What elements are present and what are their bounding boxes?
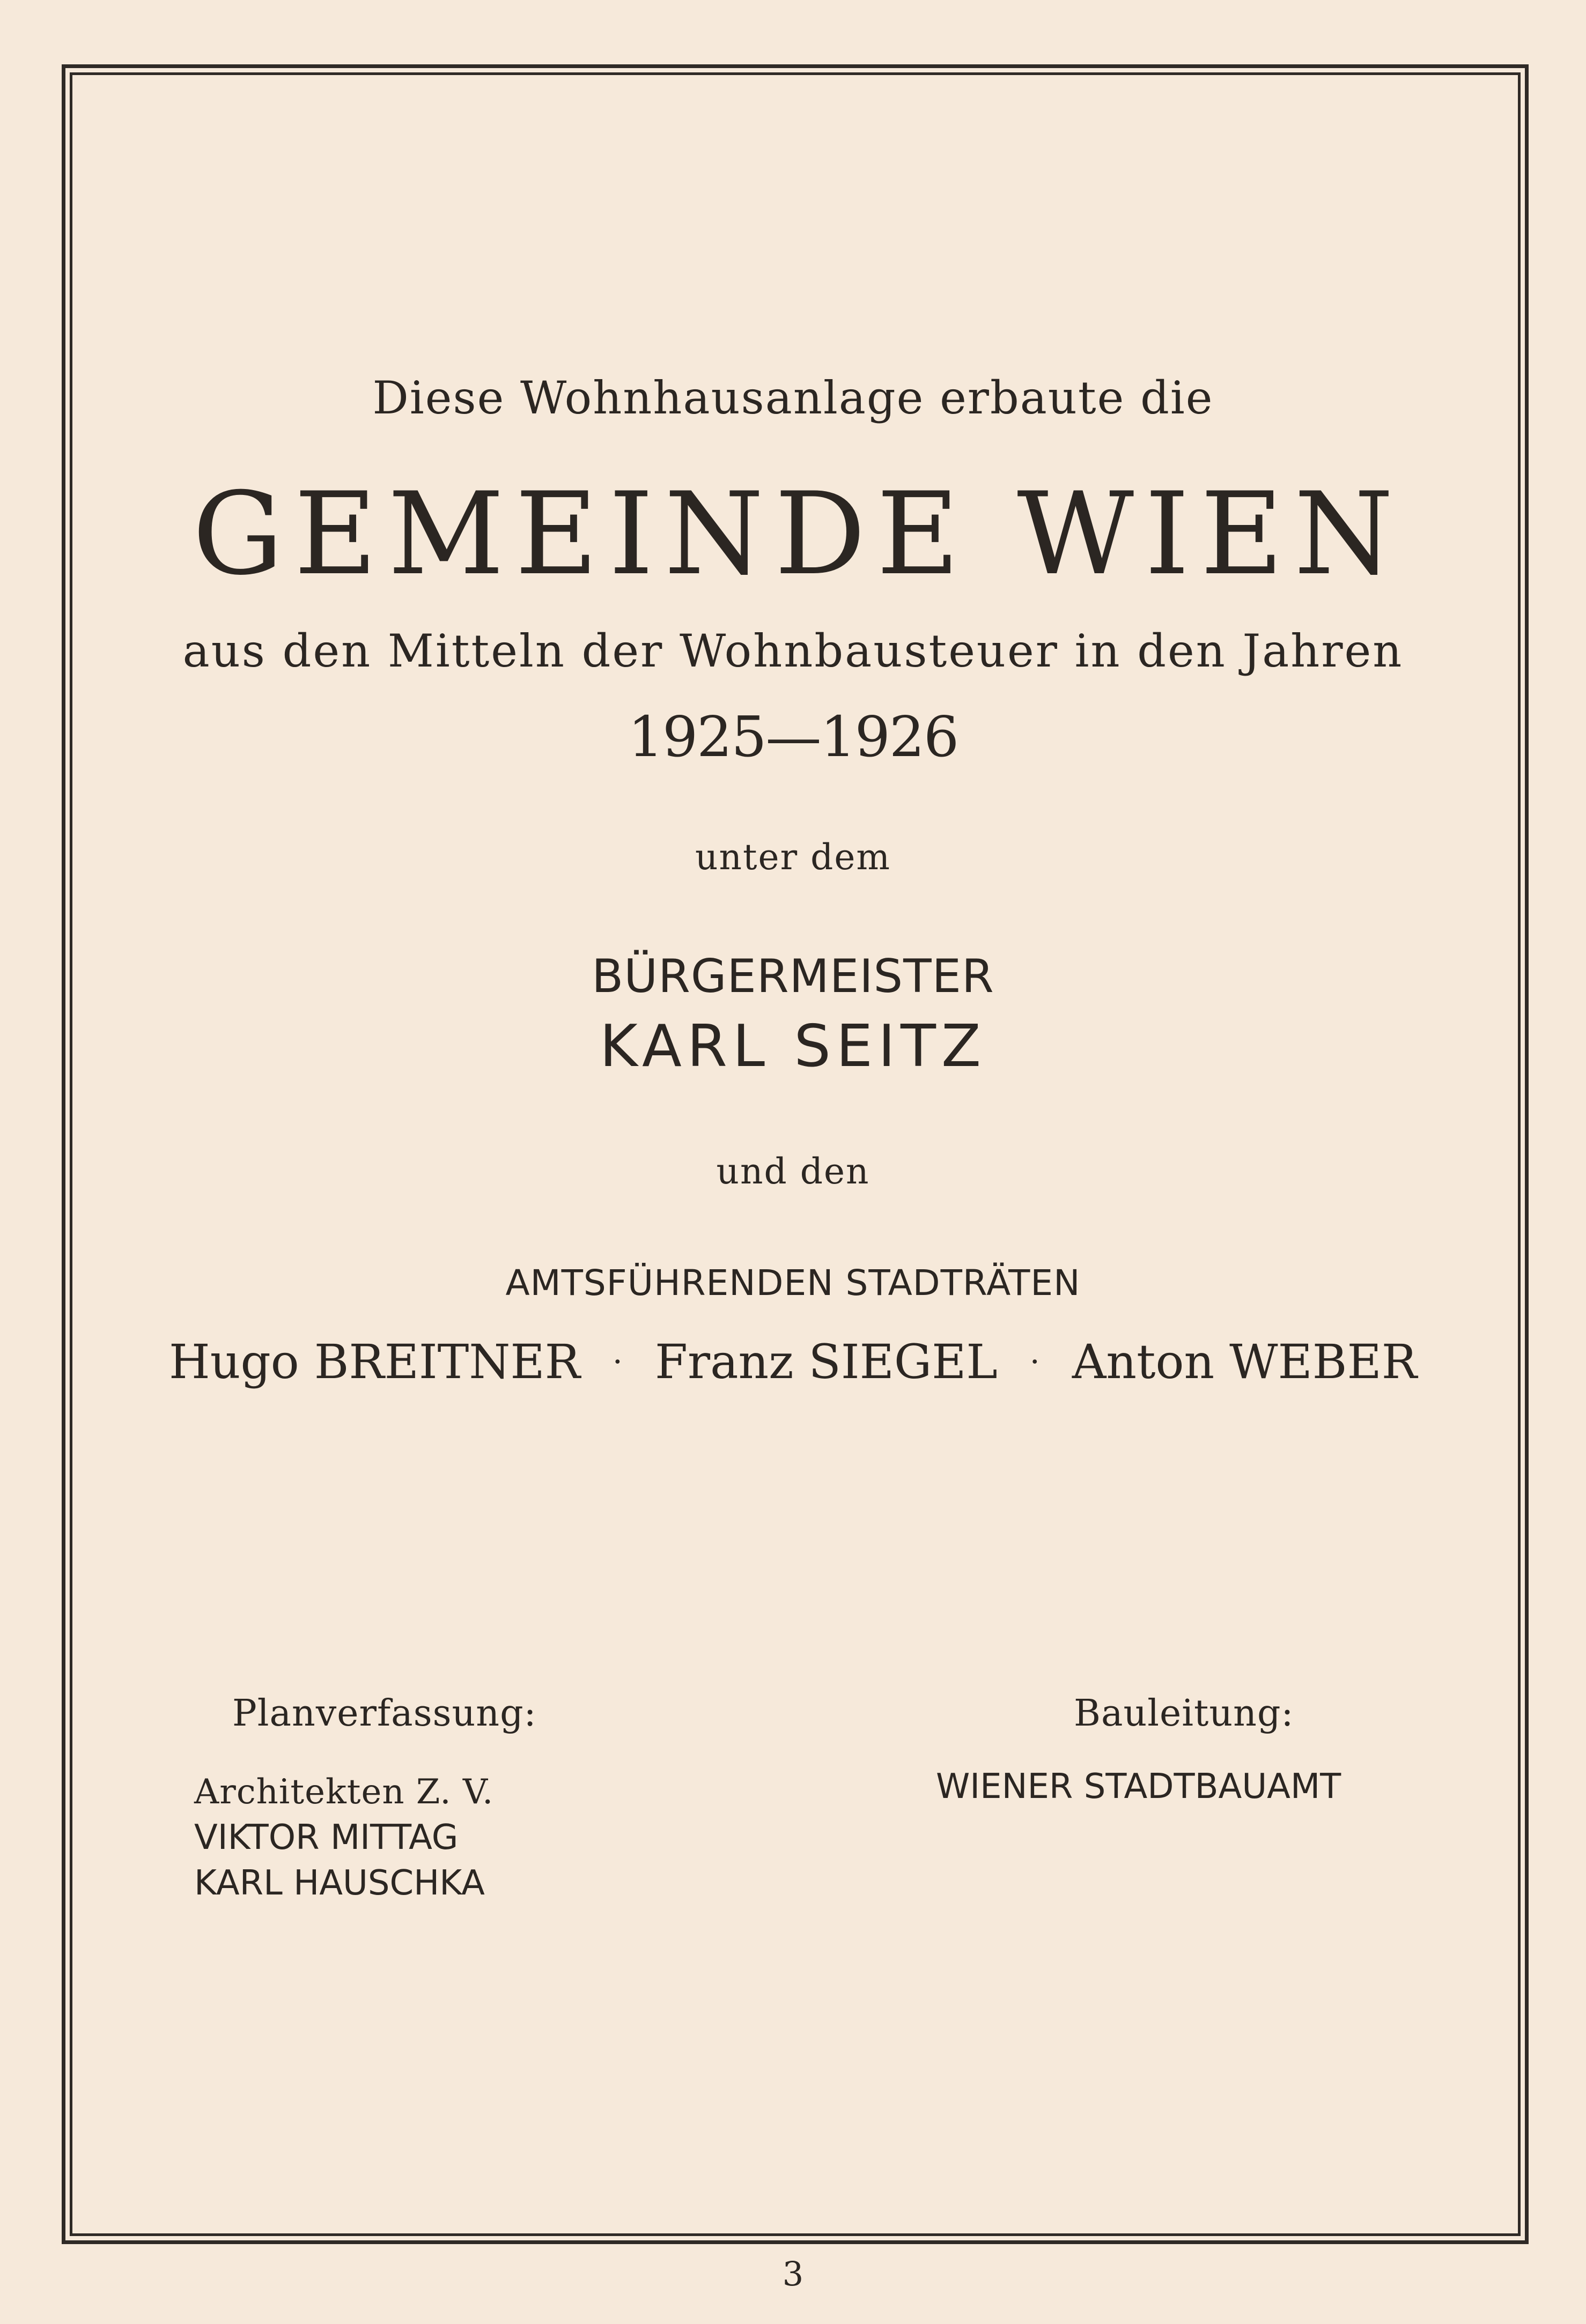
- planning-line: VIKTOR MITTAG: [194, 1818, 459, 1857]
- councillor-name: Hugo BREITNER: [169, 1334, 580, 1389]
- construction-heading: Bauleitung:: [1074, 1692, 1294, 1735]
- mayor-name: KARL SEITZ: [600, 1013, 986, 1080]
- councillor-names: [0, 1334, 1586, 1389]
- construction-credits: [936, 1767, 1341, 1807]
- funding-text: aus den Mitteln der Wohnbausteuer in den Jahren: [182, 625, 1404, 677]
- page-number: 3: [782, 2254, 804, 2293]
- intro-text: Diese Wohnhausanlage erbaute die: [372, 372, 1214, 424]
- councillor-name: Franz SIEGEL: [654, 1334, 998, 1389]
- planning-heading: Planverfassung:: [232, 1692, 537, 1735]
- main-title: GEMEINDE WIEN: [192, 468, 1405, 600]
- years-text: 1925—1926: [628, 704, 958, 769]
- planning-line: Architekten Z. V.: [194, 1772, 494, 1812]
- councillor-name: Anton WEBER: [1072, 1334, 1417, 1389]
- name-separator: ·: [612, 1343, 623, 1381]
- planning-line: KARL HAUSCHKA: [194, 1863, 485, 1903]
- construction-line: WIENER STADTBAUAMT: [936, 1767, 1341, 1807]
- under-text: unter dem: [695, 837, 891, 878]
- and-text: und den: [716, 1151, 870, 1192]
- councillors-title: AMTSFÜHRENDEN STADTRÄTEN: [505, 1262, 1081, 1304]
- planning-credits: [194, 1770, 493, 1906]
- mayor-title: BÜRGERMEISTER: [592, 950, 994, 1003]
- name-separator: ·: [1029, 1343, 1040, 1381]
